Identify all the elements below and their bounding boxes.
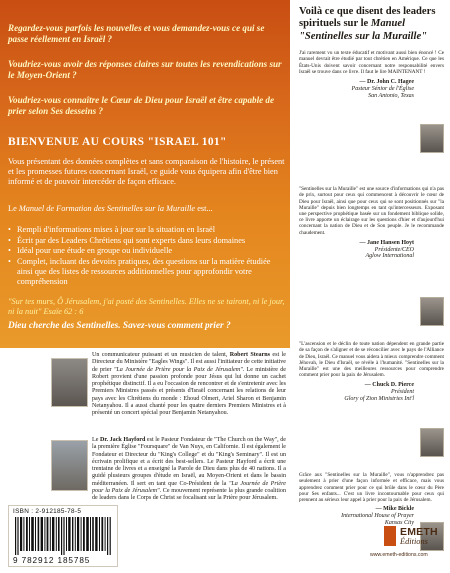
feature-item: • Idéal pour une étude en groupe ou individuelle — [8, 246, 286, 256]
manual-title: Manuel de Formation des Sentinelles sur la Muraille — [18, 204, 196, 213]
endorsements-heading — [299, 6, 444, 43]
orange-panel — [0, 0, 290, 348]
emeth-logo-icon — [384, 526, 396, 546]
endorsement-signature — [299, 79, 444, 99]
endorser-name: — Jane Hansen Hoyt — [359, 239, 414, 246]
bio2-pre: Le — [92, 437, 100, 443]
endorsement-text: J'ai rarement vu un texte éducatif et motivant aussi bien énoncé ! Ce manuel devrait être étudié par tout chrétien en Amérique. Ce que les États-Unis doivent savoir concernant notre responsabilité envers Israël se trouve dans ce livre. Il faut le lire MAINTENANT ! — [299, 50, 444, 75]
publisher-url: www.emeth-editions.com — [370, 552, 428, 558]
question-2: Voudriez-vous avoir des réponses claires sur toutes les revendications sur le Moyen-Orient ? — [8, 59, 282, 81]
bio1-pre: Un communicateur puissant et un musicien de talent, — [92, 352, 230, 358]
jack-hayford-photo — [51, 440, 88, 491]
hagee-photo — [420, 124, 444, 153]
hansen-hoyt-photo — [420, 297, 444, 326]
endorser-name: — Mike Bickle — [375, 506, 414, 513]
bio2-body: est le Pasteur Fondateur de "The Church on the Way", de la première Église "Foursquare" de Van Nuys, en Californie. Il est également le Fondateur et Directeur du "King's College" et du "King's Seminary". Il est un écrivain prolifique et a écrit des best-sellers. Le Pasteur Hayford a écrit une trentaine de livres et a enseigné la Parole de Dieu dans plus de 40 nations. Il a guidé plusieurs groupes d'étude en Israël, au Moyen-Orient et dans le bassin méditerranéen. Il sert en tant que Co-Président de la — [92, 437, 287, 487]
pierce-photo — [420, 428, 444, 457]
bio2-book: "La Journée de Prière pour la Paix de Jérusalem" — [92, 480, 286, 495]
endorser-org: San Antonio, Texas — [368, 92, 414, 99]
manual-pre: Le — [8, 204, 19, 213]
robert-stearns-photo — [51, 358, 88, 407]
feature-list — [8, 225, 286, 288]
endorsement-signature — [299, 240, 444, 260]
publisher-name: EMETH — [400, 526, 438, 538]
bio2-post: . Ce mouvement représente la plus grande coalition de leaders dans le Corps de Christ se focalisant sur la Prière pour Jérusalem. — [92, 488, 286, 502]
bio2-name: Dr. Jack Hayford — [99, 437, 146, 443]
feature-item: • Complet, incluant des devoirs pratiques, des questions sur la matière étudiée ainsi que des listes de ressources additionnelles pour approfondir votre compréhension — [8, 257, 286, 287]
heading-manual: Manuel "Sentinelles sur la Muraille" — [299, 18, 428, 42]
endorser-role: Pasteur Sénior de l'Église — [351, 85, 414, 92]
endorser-org: Kansas City — [384, 519, 414, 526]
endorser-role: Présidente/CEO — [374, 246, 414, 253]
endorser-name: — Dr. John C. Hagee — [359, 79, 414, 86]
question-3: Voudriez-vous connaître le Cœur de Dieu pour Israël et être capable de prier selon Ses desseins ? — [8, 95, 274, 117]
feature-item: • Écrit par des Leaders Chrétiens qui sont experts dans leurs domaines — [8, 236, 286, 246]
isbn-label: ISBN : 2-912185-78-5 — [13, 508, 82, 515]
endorsement-text: "L'ascension et le déclin de toute nation dépendent en grande partie de sa façon de s'aligner et de se réconcilier avec le pays de l'Alliance de Dieu, Israël. Ce manuel vous aidera à mieux comprendre comment Jéhovah, le Dieu d'Israël, se révèle à l'humanité. "Sentinelles sur la Muraille" est une des meilleures ressources pour comprendre comment prier pour la paix de Jérusalem. — [299, 341, 444, 379]
scripture-quote: "Sur tes murs, Ô Jérusalem, j'ai posté des Sentinelles. Elles ne se tairont, ni le jour, ni la nuit" Esaïe 62 : 6 — [8, 297, 285, 317]
manual-post: est... — [195, 204, 213, 213]
endorser-role: International House of Prayer — [341, 513, 414, 520]
bio1-book: "La Journée de Prière pour la Paix de Jérusalem" — [113, 366, 243, 373]
intro-paragraph: Vous présentant des données complètes et sans comparaison de l'histoire, le présent et les promesses futures concernant Israël, ce guide vous équipera afin d'être bien informé et de pouvoir intercéder de façon efficace. — [8, 157, 285, 187]
endorsement-text: Grâce aux "Sentinelles sur la Muraille", vous n'apprendrez pas seulement à prier d'une façon informée et efficace, mais vous apprendrez comment prier pour ce qui brûle dans le cœur du Père pour Ses enfants... C'est un livre incontournable pour ceux qui prennent au sérieux leur appel à prier pour la paix de Jérusalem. — [299, 472, 444, 504]
call-to-action: Dieu cherche des Sentinelles. Savez-vous comment prier ? — [8, 321, 231, 331]
endorser-name: — Chuck D. Pierce — [364, 382, 414, 389]
bio-robert-stearns — [92, 352, 286, 418]
bio1-name: Robert Stearns — [229, 352, 271, 358]
publisher-sub: Éditions — [400, 537, 428, 546]
endorsement-text: "Sentinelles sur la Muraille" est une source d'informations qui n'a pas de prix, surtout pour ceux qui commencent à découvrir le cœur de Dieu pour Israël, ainsi que pour ceux qui se sont positionnés sur "la Muraille" depuis bien longtemps en tant qu'intercesseurs. Exposant une perspective prophétique basée sur un fondement biblique solide, ce livre apporte un éclairage sur les questions d'hier et d'aujourd'hui concernant la nation de Dieu et de Son peuple. Je le recommande chaudement. — [299, 186, 444, 236]
endorser-org: Glory of Zion Ministries Int'l — [344, 396, 414, 403]
manual-line — [8, 204, 286, 214]
endorser-role: Président — [391, 389, 414, 396]
feature-item: • Rempli d'informations mises à jour sur la situation en Israël — [8, 225, 286, 235]
barcode-icon — [15, 517, 113, 555]
bio-jack-hayford — [92, 437, 286, 503]
bio1-post: . Le ministère de Robert provient d'une passion profonde pour Jésus qui lui donne un cachet prophétique distinctif. Il a eu l'occasion de rencontrer et de s'entretenir avec les Premiers Ministres passés et présents d'Israël concernant les relations de leur pays avec les Chrétiens du monde : Ehoud Olmert, Ariel Sharon et Benjamin Netanyahou. Il a aussi chanté pour les quatre derniers Premiers Ministres et à présenté un concert spécial pour Benjamin Netanyahou. — [92, 366, 286, 417]
barcode-block — [8, 505, 118, 567]
question-1: Regardez-vous parfois les nouvelles et vous demandez-vous ce qui se passe réellement en Israël ? — [8, 23, 265, 45]
right-column — [290, 0, 450, 573]
endorsement-pierce — [299, 341, 444, 472]
endorsement-hagee — [299, 50, 444, 186]
heading-line: Voilà ce que disent des leaders spirituels sur le — [299, 6, 436, 30]
emeth-logo — [384, 526, 442, 548]
barcode-number: 9 782912 185785 — [13, 556, 91, 565]
endorser-org: Aglow International — [365, 253, 414, 260]
endorsement-hansen-hoyt — [299, 186, 444, 341]
bio1-body: est le Directeur du Ministère "Eagles Wings". Il est aussi l'initiateur de cette initiative de prier — [92, 352, 286, 373]
bienvenue-heading: BIENVENUE AU COURS "ISRAEL 101" — [8, 136, 227, 148]
endorsement-signature — [299, 382, 444, 402]
